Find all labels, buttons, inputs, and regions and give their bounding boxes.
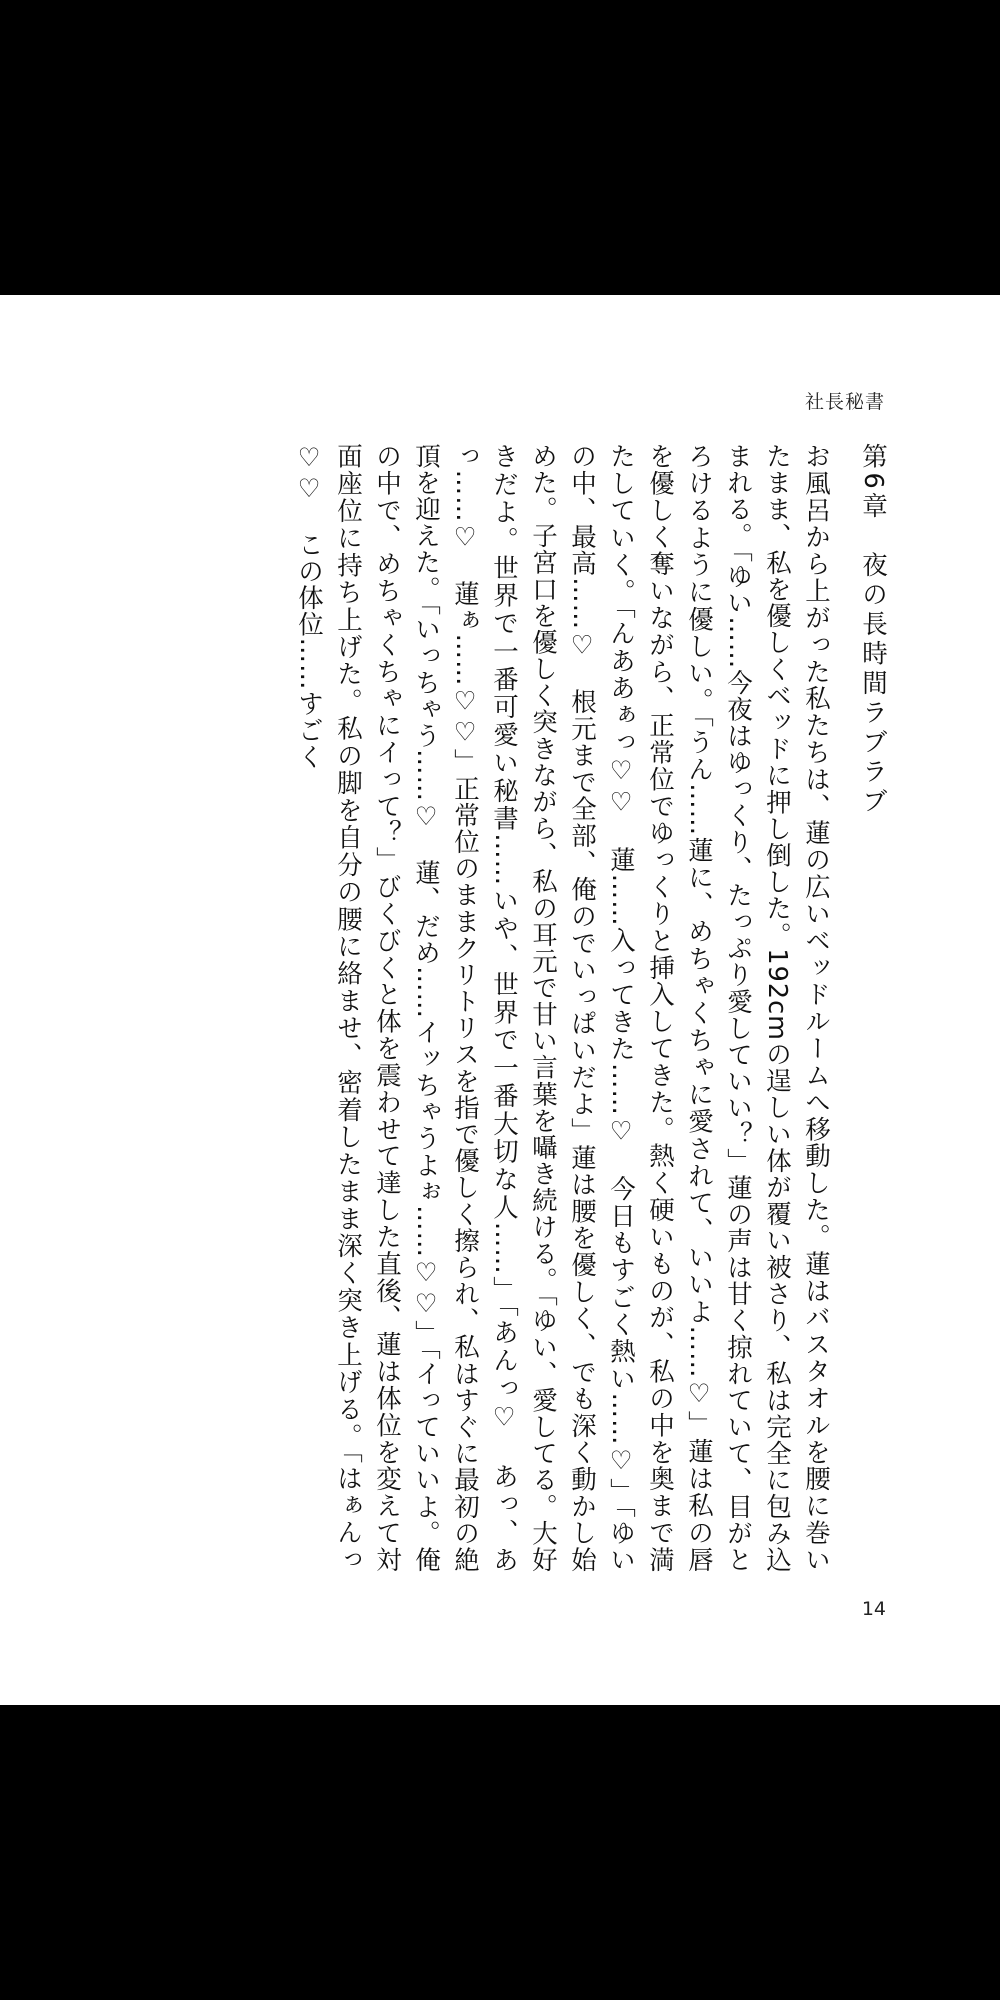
page-number: 14 <box>861 1598 886 1620</box>
vertical-text-block <box>132 443 892 1573</box>
running-header: 社長秘書 <box>804 391 885 413</box>
body-text: お風呂から上がった私たちは、蓮の広いベッドルームへ移動した。蓮はバスタオルを腰に巻いたまま、私を優しくベッドに押し倒した。192cmの逞しい体が覆い被さり、私は完全に包み込まれる。「ゆい……今夜はゆっくり、たっぷり愛していい？」蓮の声は甘く掠れていて、目がとろけるように優しい。「うん……蓮に、めちゃくちゃに愛されて、いいよ……♡」蓮は私の唇を優しく奪いながら、正常位でゆっくりと挿入してきた。熱く硬いものが、私の中を奥まで満たしていく。「んああぁっ♡♡ 蓮……入ってきた……♡ 今日もすごく熱い……♡」「ゆいの中、最高……♡ 根元まで全部、俺のでいっぱいだよ」蓮は腰を優しく、でも深く動かし始めた。子宮口を優しく突きながら、私の耳元で甘い言葉を囁き続ける。「ゆい、愛してる。大好きだよ。世界で一番可愛い秘書……いや、世界で一番大切な人……」「あんっ♡ あっ、あっ……♡ 蓮ぁ……♡♡」正常位のままクリトリスを指で優しく擦られ、私はすぐに最初の絶頂を迎えた。「いっちゃう……♡ 蓮、だめ……イッちゃうよぉ……♡♡」「イっていいよ。俺の中で、めちゃくちゃにイって？」びくびくと体を震わせて達した直後、蓮は体位を変えて対面座位に持ち上げた。私の脚を自分の腰に絡ませ、密着したまま深く突き上げる。「はぁんっ♡♡ この体位……すごく <box>294 443 831 1574</box>
book-page[interactable] <box>0 295 1000 1705</box>
chapter-title: 第6章 夜の長時間ラブラブ <box>858 443 888 818</box>
